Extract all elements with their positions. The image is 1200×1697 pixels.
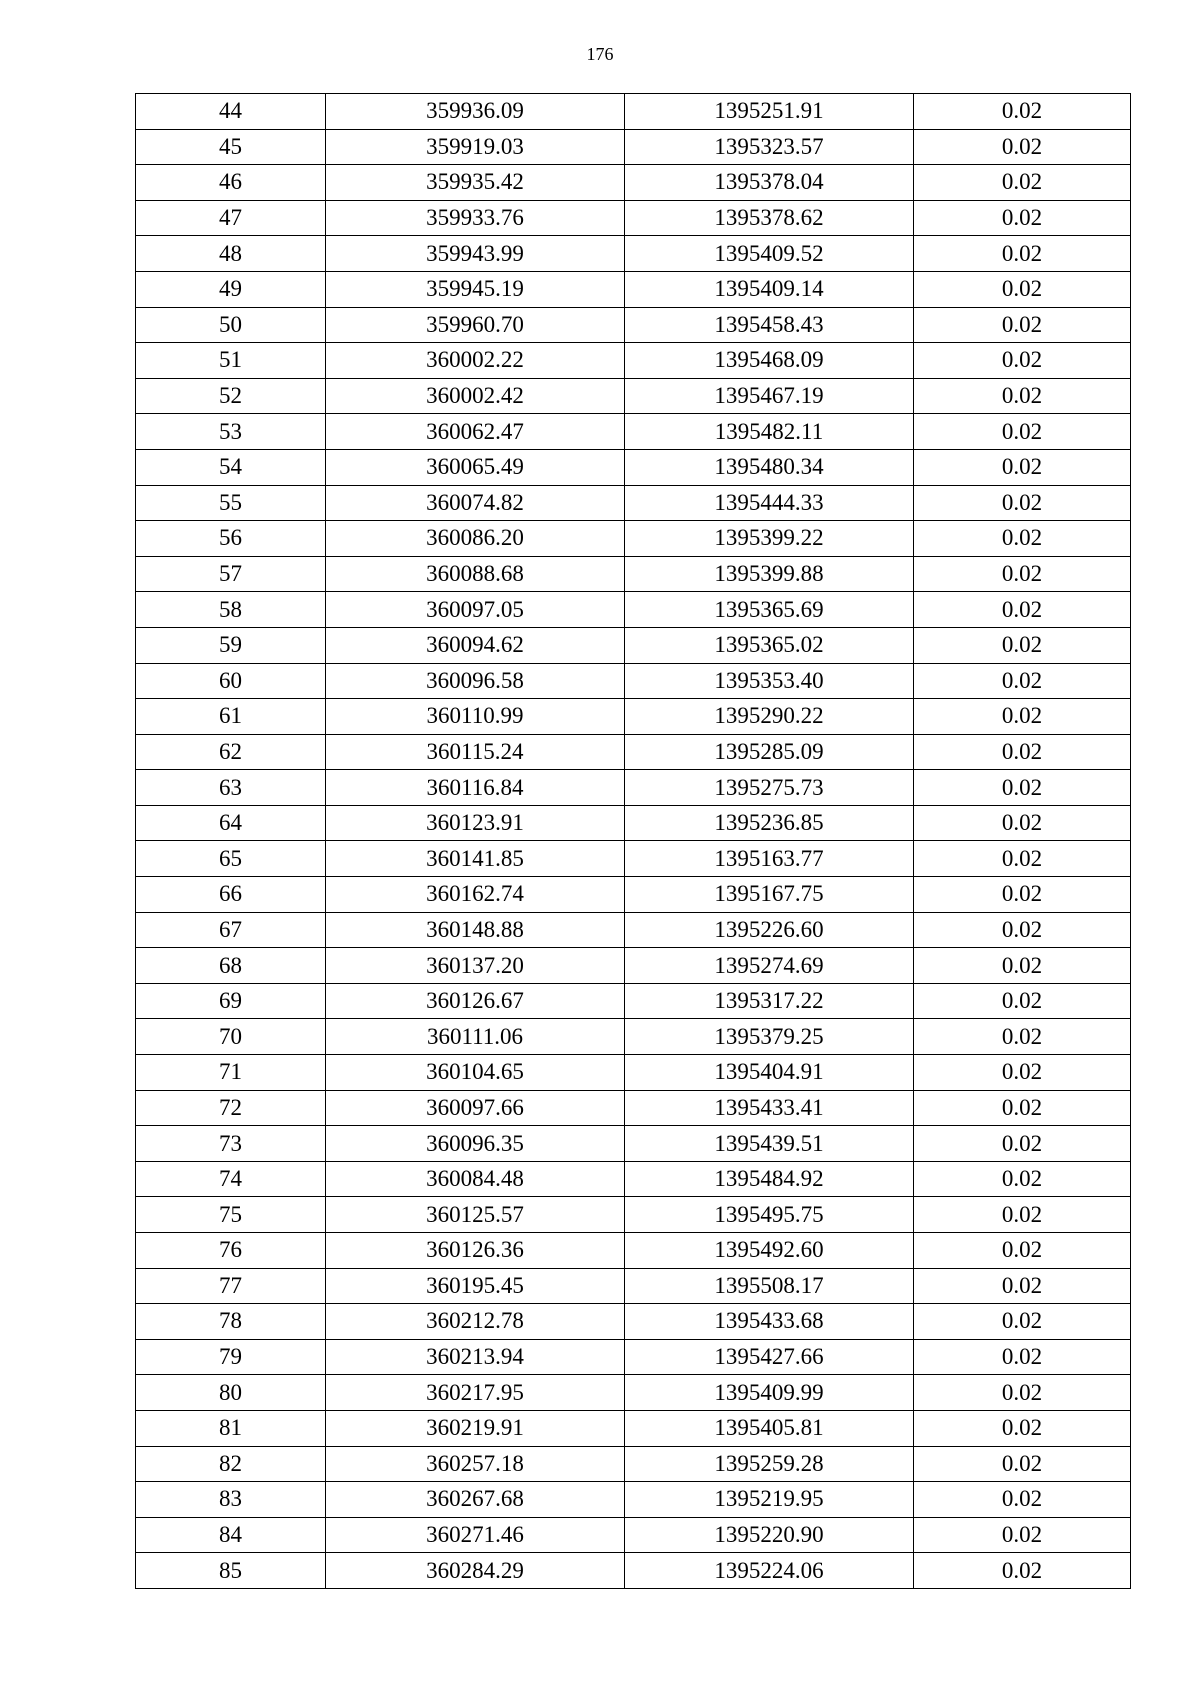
y-coordinate-cell: 1395317.22 — [625, 983, 914, 1019]
x-coordinate-cell: 360002.22 — [326, 343, 625, 379]
point-number-cell: 83 — [136, 1482, 326, 1518]
error-value-cell: 0.02 — [914, 1410, 1131, 1446]
point-number-cell: 54 — [136, 449, 326, 485]
x-coordinate-cell: 360219.91 — [326, 1410, 625, 1446]
table-row — [136, 236, 1131, 272]
y-coordinate-cell: 1395365.69 — [625, 592, 914, 628]
error-value-cell: 0.02 — [914, 307, 1131, 343]
error-value-cell: 0.02 — [914, 449, 1131, 485]
point-number-cell: 85 — [136, 1553, 326, 1589]
error-value-cell: 0.02 — [914, 1126, 1131, 1162]
x-coordinate-cell: 360116.84 — [326, 770, 625, 806]
y-coordinate-cell: 1395468.09 — [625, 343, 914, 379]
table-row — [136, 129, 1131, 165]
point-number-cell: 49 — [136, 271, 326, 307]
x-coordinate-cell: 360284.29 — [326, 1553, 625, 1589]
error-value-cell: 0.02 — [914, 271, 1131, 307]
point-number-cell: 69 — [136, 983, 326, 1019]
error-value-cell: 0.02 — [914, 877, 1131, 913]
point-number-cell: 66 — [136, 877, 326, 913]
x-coordinate-cell: 360094.62 — [326, 627, 625, 663]
x-coordinate-cell: 360217.95 — [326, 1375, 625, 1411]
error-value-cell: 0.02 — [914, 1482, 1131, 1518]
error-value-cell: 0.02 — [914, 129, 1131, 165]
x-coordinate-cell: 359943.99 — [326, 236, 625, 272]
error-value-cell: 0.02 — [914, 343, 1131, 379]
x-coordinate-cell: 360126.36 — [326, 1233, 625, 1269]
point-number-cell: 77 — [136, 1268, 326, 1304]
table-row — [136, 1233, 1131, 1269]
x-coordinate-cell: 360125.57 — [326, 1197, 625, 1233]
x-coordinate-cell: 360148.88 — [326, 912, 625, 948]
table-row — [136, 1482, 1131, 1518]
point-number-cell: 73 — [136, 1126, 326, 1162]
error-value-cell: 0.02 — [914, 912, 1131, 948]
table-row — [136, 699, 1131, 735]
y-coordinate-cell: 1395492.60 — [625, 1233, 914, 1269]
x-coordinate-cell: 360097.66 — [326, 1090, 625, 1126]
y-coordinate-cell: 1395480.34 — [625, 449, 914, 485]
y-coordinate-cell: 1395285.09 — [625, 734, 914, 770]
page-number: 176 — [586, 44, 614, 64]
x-coordinate-cell: 359933.76 — [326, 200, 625, 236]
y-coordinate-cell: 1395399.88 — [625, 556, 914, 592]
x-coordinate-cell: 360137.20 — [326, 948, 625, 984]
table-row — [136, 307, 1131, 343]
y-coordinate-cell: 1395439.51 — [625, 1126, 914, 1162]
point-number-cell: 58 — [136, 592, 326, 628]
point-number-cell: 79 — [136, 1339, 326, 1375]
error-value-cell: 0.02 — [914, 1553, 1131, 1589]
error-value-cell: 0.02 — [914, 841, 1131, 877]
y-coordinate-cell: 1395409.14 — [625, 271, 914, 307]
error-value-cell: 0.02 — [914, 699, 1131, 735]
point-number-cell: 81 — [136, 1410, 326, 1446]
table-row — [136, 592, 1131, 628]
error-value-cell: 0.02 — [914, 1339, 1131, 1375]
table-row — [136, 449, 1131, 485]
x-coordinate-cell: 360074.82 — [326, 485, 625, 521]
x-coordinate-cell: 360084.48 — [326, 1161, 625, 1197]
error-value-cell: 0.02 — [914, 1161, 1131, 1197]
table-row — [136, 378, 1131, 414]
point-number-cell: 74 — [136, 1161, 326, 1197]
point-number-cell: 84 — [136, 1517, 326, 1553]
x-coordinate-cell: 360271.46 — [326, 1517, 625, 1553]
y-coordinate-cell: 1395220.90 — [625, 1517, 914, 1553]
y-coordinate-cell: 1395163.77 — [625, 841, 914, 877]
table-row — [136, 663, 1131, 699]
point-number-cell: 80 — [136, 1375, 326, 1411]
point-number-cell: 51 — [136, 343, 326, 379]
x-coordinate-cell: 359919.03 — [326, 129, 625, 165]
point-number-cell: 62 — [136, 734, 326, 770]
point-number-cell: 47 — [136, 200, 326, 236]
point-number-cell: 59 — [136, 627, 326, 663]
y-coordinate-cell: 1395409.99 — [625, 1375, 914, 1411]
x-coordinate-cell: 359935.42 — [326, 165, 625, 201]
table-row — [136, 1268, 1131, 1304]
y-coordinate-cell: 1395290.22 — [625, 699, 914, 735]
y-coordinate-cell: 1395409.52 — [625, 236, 914, 272]
x-coordinate-cell: 360195.45 — [326, 1268, 625, 1304]
error-value-cell: 0.02 — [914, 200, 1131, 236]
table-row — [136, 1375, 1131, 1411]
point-number-cell: 48 — [136, 236, 326, 272]
point-number-cell: 65 — [136, 841, 326, 877]
error-value-cell: 0.02 — [914, 1304, 1131, 1340]
y-coordinate-cell: 1395444.33 — [625, 485, 914, 521]
error-value-cell: 0.02 — [914, 663, 1131, 699]
x-coordinate-cell: 360212.78 — [326, 1304, 625, 1340]
x-coordinate-cell: 360097.05 — [326, 592, 625, 628]
error-value-cell: 0.02 — [914, 1055, 1131, 1091]
table-row — [136, 1126, 1131, 1162]
point-number-cell: 72 — [136, 1090, 326, 1126]
point-number-cell: 44 — [136, 94, 326, 130]
x-coordinate-cell: 360213.94 — [326, 1339, 625, 1375]
error-value-cell: 0.02 — [914, 770, 1131, 806]
error-value-cell: 0.02 — [914, 521, 1131, 557]
error-value-cell: 0.02 — [914, 414, 1131, 450]
x-coordinate-cell: 359936.09 — [326, 94, 625, 130]
x-coordinate-cell: 360267.68 — [326, 1482, 625, 1518]
error-value-cell: 0.02 — [914, 94, 1131, 130]
x-coordinate-cell: 360141.85 — [326, 841, 625, 877]
table-row — [136, 1304, 1131, 1340]
point-number-cell: 57 — [136, 556, 326, 592]
table-row — [136, 877, 1131, 913]
point-number-cell: 75 — [136, 1197, 326, 1233]
y-coordinate-cell: 1395251.91 — [625, 94, 914, 130]
y-coordinate-cell: 1395482.11 — [625, 414, 914, 450]
point-number-cell: 60 — [136, 663, 326, 699]
y-coordinate-cell: 1395236.85 — [625, 805, 914, 841]
y-coordinate-cell: 1395484.92 — [625, 1161, 914, 1197]
table-row — [136, 94, 1131, 130]
table-row — [136, 912, 1131, 948]
point-number-cell: 45 — [136, 129, 326, 165]
error-value-cell: 0.02 — [914, 1233, 1131, 1269]
point-number-cell: 55 — [136, 485, 326, 521]
x-coordinate-cell: 360002.42 — [326, 378, 625, 414]
table-row — [136, 556, 1131, 592]
y-coordinate-cell: 1395259.28 — [625, 1446, 914, 1482]
y-coordinate-cell: 1395467.19 — [625, 378, 914, 414]
y-coordinate-cell: 1395323.57 — [625, 129, 914, 165]
y-coordinate-cell: 1395275.73 — [625, 770, 914, 806]
x-coordinate-cell: 360115.24 — [326, 734, 625, 770]
table-row — [136, 1197, 1131, 1233]
point-number-cell: 78 — [136, 1304, 326, 1340]
point-number-cell: 67 — [136, 912, 326, 948]
y-coordinate-cell: 1395495.75 — [625, 1197, 914, 1233]
x-coordinate-cell: 360062.47 — [326, 414, 625, 450]
table-row — [136, 734, 1131, 770]
x-coordinate-cell: 360111.06 — [326, 1019, 625, 1055]
coordinates-table — [135, 93, 1131, 1589]
error-value-cell: 0.02 — [914, 983, 1131, 1019]
y-coordinate-cell: 1395365.02 — [625, 627, 914, 663]
x-coordinate-cell: 359945.19 — [326, 271, 625, 307]
error-value-cell: 0.02 — [914, 1197, 1131, 1233]
y-coordinate-cell: 1395427.66 — [625, 1339, 914, 1375]
coordinates-table-body — [136, 94, 1131, 1589]
error-value-cell: 0.02 — [914, 1375, 1131, 1411]
table-row — [136, 1517, 1131, 1553]
error-value-cell: 0.02 — [914, 1090, 1131, 1126]
y-coordinate-cell: 1395219.95 — [625, 1482, 914, 1518]
point-number-cell: 61 — [136, 699, 326, 735]
table-row — [136, 165, 1131, 201]
table-row — [136, 414, 1131, 450]
table-row — [136, 1090, 1131, 1126]
table-row — [136, 1019, 1131, 1055]
point-number-cell: 70 — [136, 1019, 326, 1055]
point-number-cell: 56 — [136, 521, 326, 557]
point-number-cell: 53 — [136, 414, 326, 450]
y-coordinate-cell: 1395167.75 — [625, 877, 914, 913]
point-number-cell: 68 — [136, 948, 326, 984]
x-coordinate-cell: 360088.68 — [326, 556, 625, 592]
error-value-cell: 0.02 — [914, 378, 1131, 414]
y-coordinate-cell: 1395353.40 — [625, 663, 914, 699]
y-coordinate-cell: 1395458.43 — [625, 307, 914, 343]
x-coordinate-cell: 360104.65 — [326, 1055, 625, 1091]
error-value-cell: 0.02 — [914, 165, 1131, 201]
x-coordinate-cell: 360065.49 — [326, 449, 625, 485]
point-number-cell: 63 — [136, 770, 326, 806]
table-row — [136, 485, 1131, 521]
error-value-cell: 0.02 — [914, 485, 1131, 521]
table-row — [136, 271, 1131, 307]
table-row — [136, 521, 1131, 557]
table-row — [136, 841, 1131, 877]
x-coordinate-cell: 360086.20 — [326, 521, 625, 557]
table-row — [136, 627, 1131, 663]
table-row — [136, 1446, 1131, 1482]
table-row — [136, 1410, 1131, 1446]
table-row — [136, 1161, 1131, 1197]
table-row — [136, 1055, 1131, 1091]
y-coordinate-cell: 1395508.17 — [625, 1268, 914, 1304]
y-coordinate-cell: 1395404.91 — [625, 1055, 914, 1091]
y-coordinate-cell: 1395274.69 — [625, 948, 914, 984]
error-value-cell: 0.02 — [914, 805, 1131, 841]
point-number-cell: 52 — [136, 378, 326, 414]
y-coordinate-cell: 1395378.04 — [625, 165, 914, 201]
table-row — [136, 805, 1131, 841]
point-number-cell: 50 — [136, 307, 326, 343]
error-value-cell: 0.02 — [914, 592, 1131, 628]
error-value-cell: 0.02 — [914, 236, 1131, 272]
error-value-cell: 0.02 — [914, 948, 1131, 984]
x-coordinate-cell: 360162.74 — [326, 877, 625, 913]
y-coordinate-cell: 1395226.60 — [625, 912, 914, 948]
y-coordinate-cell: 1395405.81 — [625, 1410, 914, 1446]
error-value-cell: 0.02 — [914, 1019, 1131, 1055]
point-number-cell: 82 — [136, 1446, 326, 1482]
x-coordinate-cell: 359960.70 — [326, 307, 625, 343]
x-coordinate-cell: 360257.18 — [326, 1446, 625, 1482]
error-value-cell: 0.02 — [914, 734, 1131, 770]
x-coordinate-cell: 360096.35 — [326, 1126, 625, 1162]
y-coordinate-cell: 1395379.25 — [625, 1019, 914, 1055]
point-number-cell: 71 — [136, 1055, 326, 1091]
error-value-cell: 0.02 — [914, 1517, 1131, 1553]
table-row — [136, 1339, 1131, 1375]
y-coordinate-cell: 1395433.68 — [625, 1304, 914, 1340]
y-coordinate-cell: 1395224.06 — [625, 1553, 914, 1589]
x-coordinate-cell: 360123.91 — [326, 805, 625, 841]
y-coordinate-cell: 1395399.22 — [625, 521, 914, 557]
error-value-cell: 0.02 — [914, 627, 1131, 663]
x-coordinate-cell: 360110.99 — [326, 699, 625, 735]
y-coordinate-cell: 1395433.41 — [625, 1090, 914, 1126]
table-row — [136, 1553, 1131, 1589]
point-number-cell: 64 — [136, 805, 326, 841]
point-number-cell: 76 — [136, 1233, 326, 1269]
table-row — [136, 200, 1131, 236]
point-number-cell: 46 — [136, 165, 326, 201]
table-row — [136, 948, 1131, 984]
table-row — [136, 770, 1131, 806]
x-coordinate-cell: 360126.67 — [326, 983, 625, 1019]
y-coordinate-cell: 1395378.62 — [625, 200, 914, 236]
table-row — [136, 343, 1131, 379]
error-value-cell: 0.02 — [914, 556, 1131, 592]
x-coordinate-cell: 360096.58 — [326, 663, 625, 699]
error-value-cell: 0.02 — [914, 1268, 1131, 1304]
error-value-cell: 0.02 — [914, 1446, 1131, 1482]
table-row — [136, 983, 1131, 1019]
